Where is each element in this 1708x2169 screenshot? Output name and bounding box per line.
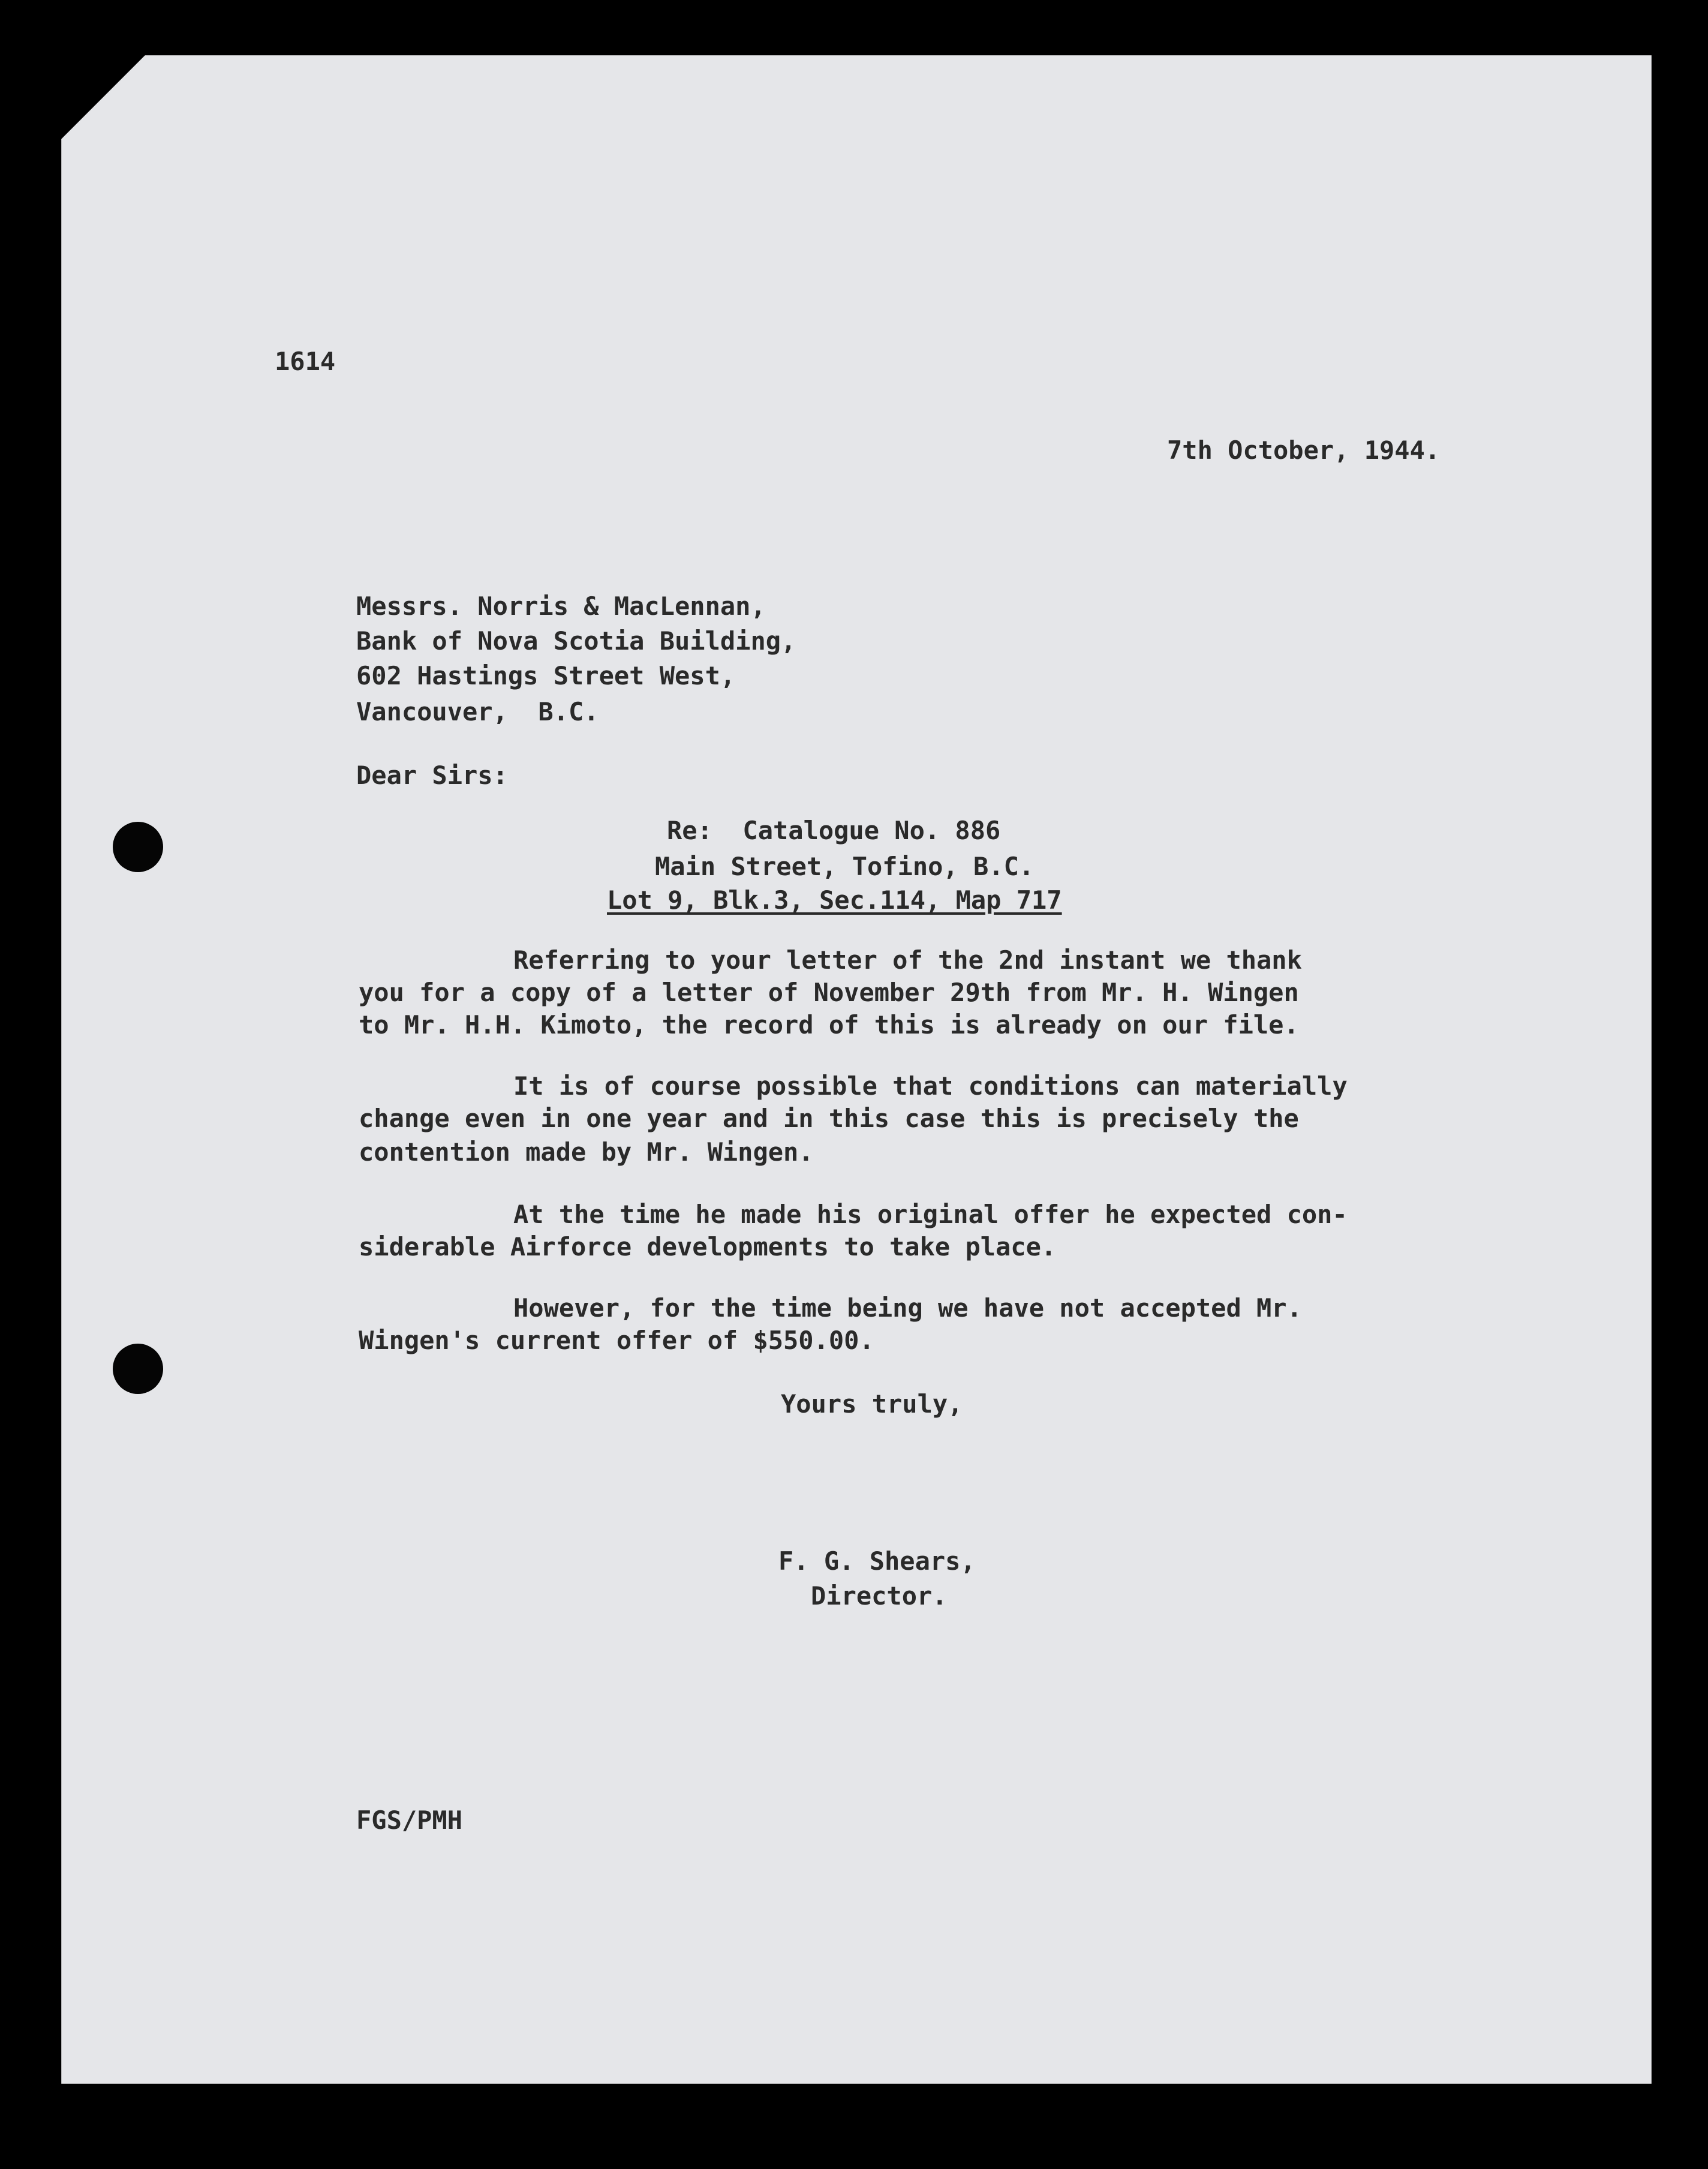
- body-p3-line-1: At the time he made his original offer he expected con-: [513, 1200, 1348, 1229]
- closing: Yours truly,: [781, 1389, 963, 1419]
- letter-date: 7th October, 1944.: [1167, 435, 1441, 465]
- recipient-line-3: 602 Hastings Street West,: [356, 661, 736, 690]
- body-p1-line-3: to Mr. H.H. Kimoto, the record of this is already on our file.: [359, 1010, 1299, 1040]
- signature-title: Director.: [811, 1581, 948, 1611]
- body-p2-line-2: change even in one year and in this case this is precisely the: [359, 1104, 1299, 1133]
- body-p3-line-2: siderable Airforce developments to take place.: [359, 1232, 1057, 1261]
- punch-hole-bottom: [113, 1344, 163, 1394]
- body-p4-line-2: Wingen's current offer of $550.00.: [359, 1326, 874, 1355]
- body-p4-line-1: However, for the time being we have not accepted Mr.: [513, 1293, 1302, 1323]
- salutation: Dear Sirs:: [356, 761, 508, 790]
- recipient-line-2: Bank of Nova Scotia Building,: [356, 626, 796, 656]
- signature-name: F. G. Shears,: [778, 1546, 976, 1576]
- recipient-line-4: Vancouver, B.C.: [356, 697, 599, 726]
- reference-initials: FGS/PMH: [356, 1806, 463, 1835]
- body-p2-line-3: contention made by Mr. Wingen.: [359, 1137, 814, 1167]
- punch-hole-top: [113, 822, 163, 872]
- recipient-line-1: Messrs. Norris & MacLennan,: [356, 591, 766, 621]
- subject-line-3: Lot 9, Blk.3, Sec.114, Map 717: [607, 885, 1062, 915]
- file-number: 1614: [275, 347, 336, 376]
- body-p2-line-1: It is of course possible that conditions can materially: [513, 1071, 1348, 1101]
- body-p1-line-2: you for a copy of a letter of November 29th from Mr. H. Wingen: [359, 978, 1299, 1007]
- subject-line-1: Re: Catalogue No. 886: [667, 816, 1001, 845]
- subject-line-2: Main Street, Tofino, B.C.: [655, 852, 1035, 881]
- body-p1-line-1: Referring to your letter of the 2nd instant we thank: [513, 945, 1302, 975]
